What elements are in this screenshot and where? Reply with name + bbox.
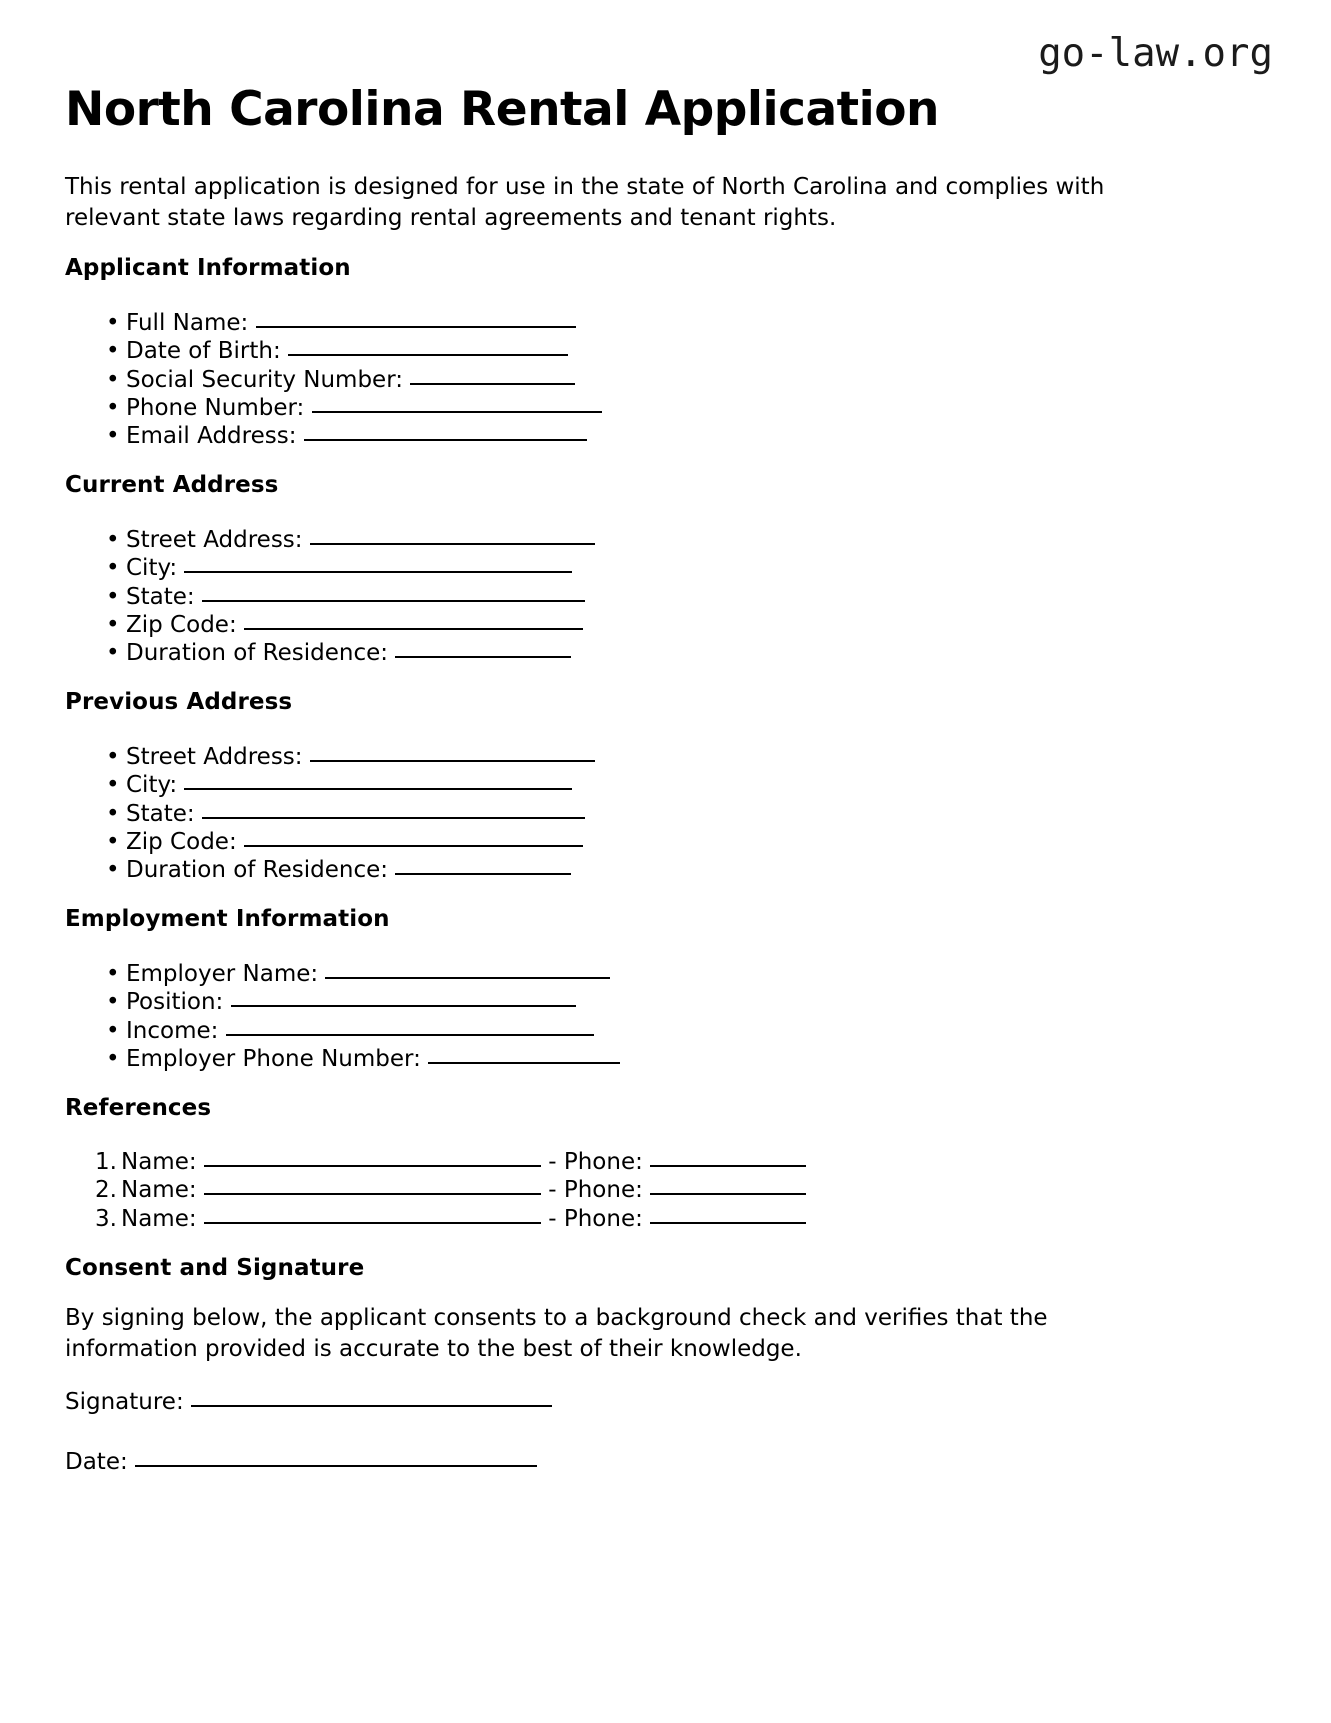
reference-separator: - xyxy=(548,1177,557,1204)
bullet-icon: • xyxy=(106,744,120,770)
field-blank[interactable] xyxy=(428,1062,620,1064)
field-label: Employer Name: xyxy=(126,961,319,987)
reference-number: 1. xyxy=(95,1149,117,1175)
reference-name-label: Name: xyxy=(121,1149,197,1175)
list-item xyxy=(104,639,595,667)
field-blank[interactable] xyxy=(395,873,571,875)
list-item xyxy=(104,337,602,365)
field-label: Zip Code: xyxy=(126,828,237,855)
list-item xyxy=(104,800,595,828)
site-brand-watermark: go-law.org xyxy=(1038,31,1273,76)
bullet-icon: • xyxy=(106,857,120,884)
list-item xyxy=(104,856,595,884)
field-blank[interactable] xyxy=(310,760,595,762)
section-heading-previous-address: Previous Address xyxy=(65,689,293,715)
field-blank[interactable] xyxy=(304,439,587,441)
list-item xyxy=(104,771,595,799)
reference-separator: - xyxy=(548,1205,557,1232)
table-row xyxy=(95,1205,806,1233)
intro-paragraph: This rental application is designed for use in the state of North Carolina and complies with relevant state laws regarding rental agreements and tenant rights. xyxy=(65,174,1105,231)
date-blank[interactable] xyxy=(135,1465,537,1467)
list-item xyxy=(104,366,602,394)
list-item xyxy=(104,583,595,611)
field-blank[interactable] xyxy=(231,1005,576,1007)
bullet-icon: • xyxy=(106,961,120,987)
reference-name-label: Name: xyxy=(121,1177,197,1204)
bullet-icon: • xyxy=(106,611,120,638)
field-label: Employer Phone Number: xyxy=(126,1045,421,1072)
reference-name-blank[interactable] xyxy=(204,1193,541,1195)
bullet-icon: • xyxy=(106,772,120,799)
bullet-icon: • xyxy=(106,1017,120,1044)
bullet-icon: • xyxy=(106,310,120,336)
date-label: Date: xyxy=(65,1449,128,1475)
reference-list xyxy=(95,1148,806,1233)
field-blank[interactable] xyxy=(202,817,585,819)
field-blank[interactable] xyxy=(226,1034,594,1036)
field-blank[interactable] xyxy=(184,788,572,790)
list-item xyxy=(104,309,602,337)
reference-phone-label: Phone: xyxy=(563,1205,643,1232)
list-item xyxy=(104,960,620,988)
list-item xyxy=(104,611,595,639)
field-label: State: xyxy=(126,800,195,827)
field-blank[interactable] xyxy=(325,977,610,979)
field-label: Duration of Residence: xyxy=(126,857,389,884)
section-heading-references: References xyxy=(65,1095,212,1121)
field-label: Full Name: xyxy=(126,310,249,336)
list-item xyxy=(104,554,595,582)
reference-phone-label: Phone: xyxy=(563,1177,643,1204)
field-label: Duration of Residence: xyxy=(126,640,389,667)
field-blank[interactable] xyxy=(312,411,602,413)
reference-phone-blank[interactable] xyxy=(650,1165,806,1167)
reference-separator: - xyxy=(548,1149,557,1175)
field-label: Zip Code: xyxy=(126,611,237,638)
field-list-applicant-information xyxy=(104,309,602,450)
list-item xyxy=(104,394,602,422)
field-list-previous-address xyxy=(104,743,595,884)
list-item xyxy=(104,1045,620,1073)
field-label: Social Security Number: xyxy=(126,366,403,393)
field-blank[interactable] xyxy=(202,600,585,602)
signature-line-row xyxy=(65,1388,552,1416)
table-row xyxy=(95,1148,806,1176)
field-list-current-address xyxy=(104,526,595,667)
field-blank[interactable] xyxy=(310,543,595,545)
bullet-icon: • xyxy=(106,989,120,1016)
list-item xyxy=(104,526,595,554)
bullet-icon: • xyxy=(106,555,120,582)
field-label: Position: xyxy=(126,989,224,1016)
list-item xyxy=(104,422,602,450)
field-label: Street Address: xyxy=(126,744,303,770)
bullet-icon: • xyxy=(106,583,120,610)
field-list-employment-information xyxy=(104,960,620,1073)
reference-number: 3. xyxy=(95,1205,117,1232)
signature-blank[interactable] xyxy=(191,1405,552,1407)
field-label: Date of Birth: xyxy=(126,338,281,365)
section-heading-applicant-information: Applicant Information xyxy=(65,255,351,281)
bullet-icon: • xyxy=(106,828,120,855)
bullet-icon: • xyxy=(106,394,120,421)
field-blank[interactable] xyxy=(410,383,575,385)
date-line-row xyxy=(65,1448,537,1476)
reference-phone-blank[interactable] xyxy=(650,1222,806,1224)
field-label: Income: xyxy=(126,1017,219,1044)
field-label: Phone Number: xyxy=(126,394,305,421)
bullet-icon: • xyxy=(106,366,120,393)
field-blank[interactable] xyxy=(256,326,576,328)
field-label: Email Address: xyxy=(126,423,297,450)
list-item xyxy=(104,743,595,771)
reference-name-blank[interactable] xyxy=(204,1222,541,1224)
section-heading-consent-and-signature: Consent and Signature xyxy=(65,1255,365,1281)
bullet-icon: • xyxy=(106,423,120,450)
field-label: City: xyxy=(126,555,178,582)
field-blank[interactable] xyxy=(244,628,583,630)
page-title: North Carolina Rental Application xyxy=(65,82,939,137)
consent-paragraph: By signing below, the applicant consents to a background check and verifies that the information provided is accurate to the best of their knowledge. xyxy=(65,1305,1048,1362)
field-label: State: xyxy=(126,583,195,610)
bullet-icon: • xyxy=(106,338,120,365)
reference-name-label: Name: xyxy=(121,1205,197,1232)
bullet-icon: • xyxy=(106,640,120,667)
signature-label: Signature: xyxy=(65,1389,184,1415)
list-item xyxy=(104,1017,620,1045)
table-row xyxy=(95,1176,806,1204)
section-heading-employment-information: Employment Information xyxy=(65,906,390,932)
field-blank[interactable] xyxy=(184,571,572,573)
field-label: Street Address: xyxy=(126,527,303,553)
reference-number: 2. xyxy=(95,1177,117,1204)
field-blank[interactable] xyxy=(244,845,583,847)
field-label: City: xyxy=(126,772,178,799)
list-item xyxy=(104,988,620,1016)
list-item xyxy=(104,828,595,856)
reference-phone-label: Phone: xyxy=(563,1149,643,1175)
section-heading-current-address: Current Address xyxy=(65,472,279,498)
field-blank[interactable] xyxy=(395,656,571,658)
field-blank[interactable] xyxy=(288,354,568,356)
reference-name-blank[interactable] xyxy=(204,1165,541,1167)
reference-phone-blank[interactable] xyxy=(650,1193,806,1195)
bullet-icon: • xyxy=(106,800,120,827)
bullet-icon: • xyxy=(106,1045,120,1072)
bullet-icon: • xyxy=(106,527,120,553)
